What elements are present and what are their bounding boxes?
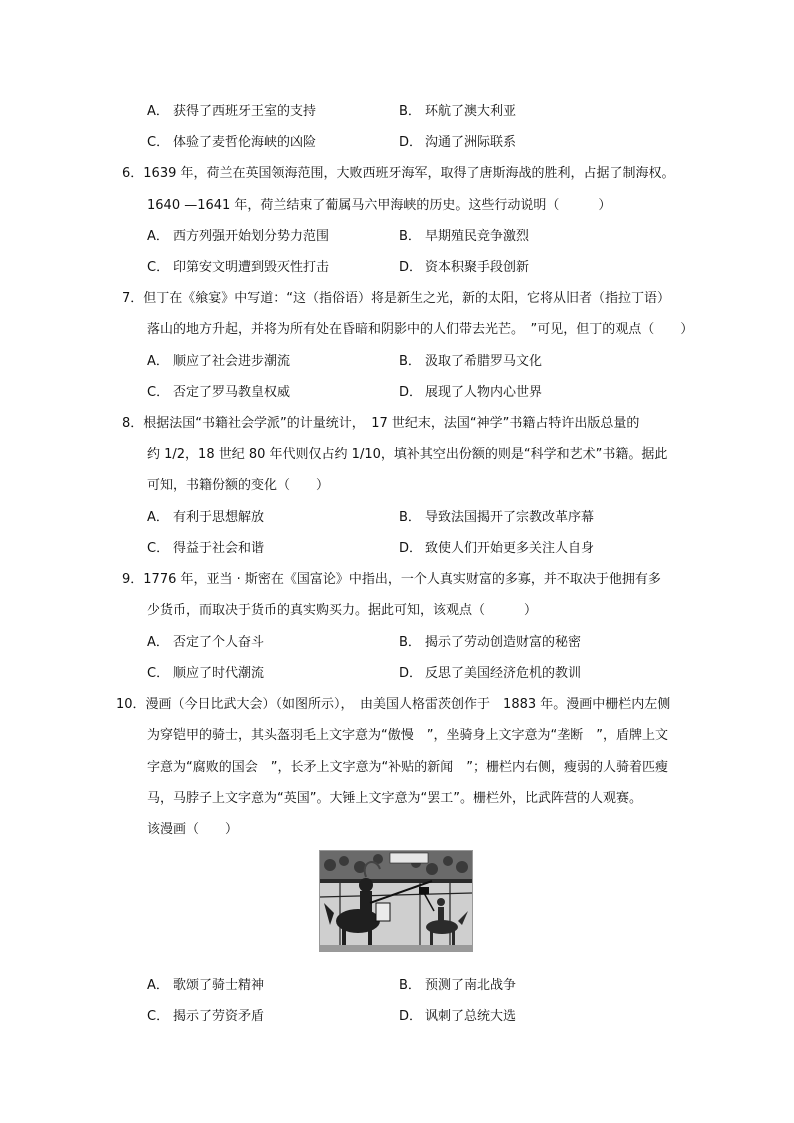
- option-text: 获得了西班牙王室的支持: [173, 104, 317, 119]
- q9-option-b: [399, 635, 581, 651]
- option-text: 否定了个人奋斗: [173, 635, 265, 650]
- q6-option-a: [147, 229, 329, 245]
- q6-option-c: [147, 260, 329, 276]
- option-text: 顺应了时代潮流: [173, 666, 265, 681]
- option-text: 环航了澳大利亚: [425, 104, 517, 119]
- q8-stem-line-3: 可知，书籍份额的变化（ ）: [147, 478, 330, 493]
- q7-stem-line-2: 落山的地方升起，并将为所有处在昏暗和阴影中的人们带去光芒。 ”可见，但丁的观点（ ）: [147, 322, 694, 337]
- q10-option-d: [399, 1009, 516, 1025]
- q6-stem-line-1: 6．1639 年，荷兰在英国领海范围，大败西班牙海军，取得了唐斯海战的胜利，占据了制海权。: [122, 166, 675, 181]
- option-text: 预测了南北战争: [425, 978, 517, 993]
- option-letter: D．: [399, 135, 423, 150]
- q7-option-c: [147, 385, 290, 401]
- q10-option-b: [399, 978, 516, 994]
- option-letter: A．: [147, 635, 169, 650]
- q9-option-a: [147, 635, 264, 651]
- option-letter: B．: [399, 510, 421, 525]
- q6-option-d: [399, 260, 529, 276]
- q10-stem-line-1: 10．漫画（今日比武大会）（如图所示）， 由美国人格雷茨创作于 1883 年。漫画中栅栏内左侧: [116, 697, 671, 712]
- option-letter: B．: [399, 978, 421, 993]
- q10-stem-line-3: 字意为“腐败的国会 ”，长矛上文字意为“补贴的新闻 ”；栅栏内右侧，瘦弱的人骑着匹瘦: [147, 760, 668, 775]
- option-letter: D．: [399, 541, 423, 556]
- q9-option-c: [147, 666, 264, 682]
- q8-option-c: [147, 541, 264, 557]
- option-letter: A．: [147, 978, 169, 993]
- option-text: 资本积聚手段创新: [425, 260, 530, 275]
- option-letter: B．: [399, 354, 421, 369]
- option-letter: A．: [147, 104, 169, 119]
- option-text: 体验了麦哲伦海峡的凶险: [173, 135, 317, 150]
- option-letter: A．: [147, 229, 169, 244]
- option-letter: D．: [399, 385, 423, 400]
- option-text: 致使人们开始更多关注人自身: [425, 541, 595, 556]
- q10-stem-line-4: 马，马脖子上文字意为“英国”。大锤上文字意为“罢工”。栅栏外，比武阵营的人观赛。: [147, 791, 642, 806]
- q8-option-d: [399, 541, 594, 557]
- option-letter: D．: [399, 260, 423, 275]
- q7-option-b: [399, 354, 542, 370]
- q8-option-a: [147, 510, 264, 526]
- option-letter: C．: [147, 260, 170, 275]
- option-text: 揭示了劳资矛盾: [173, 1009, 265, 1024]
- option-text: 沟通了洲际联系: [425, 135, 517, 150]
- q9-option-d: [399, 666, 581, 682]
- cartoon-drawing: [320, 851, 472, 951]
- option-text: 西方列强开始划分势力范围: [173, 229, 330, 244]
- q10-stem-line-2: 为穿铠甲的骑士，其头盔羽毛上文字意为“傲慢 ”，坐骑身上文字意为“垄断 ”，盾牌上文: [147, 728, 668, 743]
- q10-stem-line-5: 该漫画（ ）: [147, 822, 239, 837]
- option-letter: D．: [399, 1009, 423, 1024]
- option-letter: D．: [399, 666, 423, 681]
- option-letter: C．: [147, 1009, 170, 1024]
- q5-option-d: [399, 135, 516, 151]
- q10-option-a: [147, 978, 264, 994]
- q10-option-c: [147, 1009, 264, 1025]
- option-letter: C．: [147, 666, 170, 681]
- q9-stem-line-2: 少货币，而取决于货币的真实购买力。据此可知，该观点（ ）: [147, 603, 538, 618]
- option-text: 揭示了劳动创造财富的秘密: [425, 635, 582, 650]
- option-letter: C．: [147, 135, 170, 150]
- option-text: 歌颂了骑士精神: [173, 978, 265, 993]
- option-text: 展现了人物内心世界: [425, 385, 543, 400]
- option-letter: B．: [399, 104, 421, 119]
- option-text: 早期殖民竞争激烈: [425, 229, 530, 244]
- q7-stem-line-1: 7．但丁在《飨宴》中写道：“这（指俗语）将是新生之光，新的太阳，它将从旧者（指拉丁语）: [122, 291, 671, 306]
- q6-stem-line-2: 1640 —1641 年，荷兰结束了葡属马六甲海峡的历史。这些行动说明（ ）: [147, 198, 612, 213]
- option-text: 讽刺了总统大选: [425, 1009, 517, 1024]
- option-text: 导致法国揭开了宗教改革序幕: [425, 510, 595, 525]
- q5-option-c: [147, 135, 316, 151]
- q7-option-d: [399, 385, 542, 401]
- q8-option-b: [399, 510, 594, 526]
- option-letter: A．: [147, 510, 169, 525]
- q5-option-a: [147, 104, 316, 120]
- q8-stem-line-1: 8．根据法国“书籍社会学派”的计量统计， 17 世纪末，法国“神学”书籍占特许出版总量的: [122, 416, 640, 431]
- option-text: 有利于思想解放: [173, 510, 265, 525]
- option-text: 印第安文明遭到毁灭性打击: [173, 260, 330, 275]
- q6-option-b: [399, 229, 529, 245]
- q8-stem-line-2: 约 1/2，18 世纪 80 年代则仅占约 1/10，填补其空出份额的则是“科学和艺术”书籍。据此: [147, 447, 668, 462]
- option-letter: B．: [399, 635, 421, 650]
- option-text: 反思了美国经济危机的教训: [425, 666, 582, 681]
- option-letter: C．: [147, 385, 170, 400]
- q9-stem-line-1: 9．1776 年，亚当 · 斯密在《国富论》中指出，一个人真实财富的多寡，并不取决于他拥有多: [122, 572, 661, 587]
- option-text: 汲取了希腊罗马文化: [425, 354, 543, 369]
- option-text: 得益于社会和谐: [173, 541, 265, 556]
- cartoon-illustration: [319, 850, 473, 952]
- q5-option-b: [399, 104, 516, 120]
- option-text: 顺应了社会进步潮流: [173, 354, 291, 369]
- option-letter: B．: [399, 229, 421, 244]
- q7-option-a: [147, 354, 290, 370]
- option-text: 否定了罗马教皇权威: [173, 385, 291, 400]
- option-letter: C．: [147, 541, 170, 556]
- option-letter: A．: [147, 354, 169, 369]
